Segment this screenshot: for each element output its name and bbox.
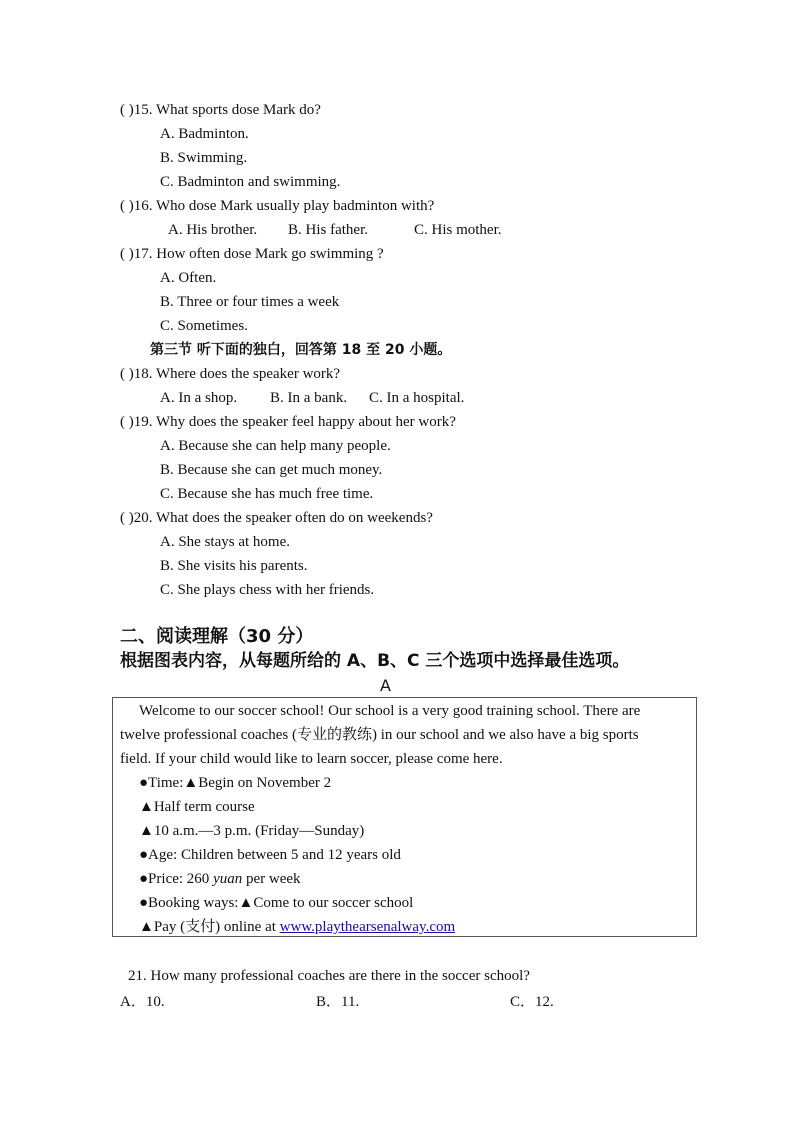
- ad-half-term: ▲Half term course: [139, 799, 255, 815]
- option-c: C. In a hospital.: [369, 390, 465, 406]
- option-a: A. Often.: [160, 270, 217, 286]
- answer-blank: ( ): [120, 414, 134, 430]
- option-b: B. Swimming.: [160, 150, 248, 166]
- question-17: [120, 244, 384, 264]
- pay-prefix: ▲Pay (支付) online at: [139, 919, 280, 935]
- passage-label: A: [380, 676, 391, 695]
- ad-hours: ▲10 a.m.—3 p.m. (Friday—Sunday): [139, 823, 365, 839]
- option-c: C．12.: [510, 994, 554, 1010]
- question-20: [120, 508, 433, 528]
- option-c: C. His mother.: [414, 222, 502, 238]
- answer-blank: ( ): [120, 198, 134, 214]
- ad-intro-line-2: twelve professional coaches (专业的教练) in our school and we also have a big sports: [120, 727, 639, 743]
- question-19: [120, 412, 456, 432]
- price-prefix: ●Price: 260: [139, 871, 214, 887]
- option-c: C. Sometimes.: [160, 318, 248, 334]
- price-unit: yuan: [213, 871, 243, 887]
- option-a: A. His brother.: [168, 222, 258, 238]
- pay-link[interactable]: www.playthearsenalway.com: [279, 919, 456, 935]
- option-c: C. Because she has much free time.: [160, 486, 374, 502]
- option-c: C. She plays chess with her friends.: [160, 582, 375, 598]
- option-c: C. Badminton and swimming.: [160, 174, 341, 190]
- option-b: B. Three or four times a week: [160, 294, 340, 310]
- option-b: B. Because she can get much money.: [160, 462, 383, 478]
- answer-blank: ( ): [120, 510, 134, 526]
- option-a: A. Badminton.: [160, 126, 249, 142]
- ad-intro-line-3: field. If your child would like to learn soccer, please come here.: [120, 751, 503, 767]
- section-instruction: 根据图表内容，从每题所给的 A、B、C 三个选项中选择最佳选项。: [120, 651, 630, 671]
- ad-age: ●Age: Children between 5 and 12 years old: [139, 847, 401, 863]
- question-21: 21. How many professional coaches are there in the soccer school?: [128, 968, 530, 984]
- answer-blank: ( ): [120, 102, 134, 118]
- option-a: A. Because she can help many people.: [160, 438, 391, 454]
- ad-pay: [139, 917, 455, 937]
- option-a: A．10.: [120, 994, 165, 1010]
- question-text: 20. What does the speaker often do on weekends?: [133, 510, 433, 526]
- question-text: 15. What sports dose Mark do?: [133, 102, 321, 118]
- section-3-heading: 第三节 听下面的独白，回答第 18 至 20 小题。: [150, 342, 452, 358]
- answer-blank: ( ): [120, 366, 134, 382]
- question-text: 17. How often dose Mark go swimming ?: [133, 246, 384, 262]
- option-b: B. His father.: [288, 222, 368, 238]
- question-15: [120, 100, 321, 120]
- option-a: A. She stays at home.: [160, 534, 290, 550]
- option-b: B. She visits his parents.: [160, 558, 308, 574]
- section-title: 二、阅读理解（30 分）: [120, 626, 314, 647]
- option-b: B. In a bank.: [270, 390, 348, 406]
- ad-price: [139, 869, 301, 889]
- price-suffix: per week: [242, 871, 301, 887]
- ad-time: ●Time:▲Begin on November 2: [139, 775, 332, 791]
- question-text: 16. Who dose Mark usually play badminton with?: [133, 198, 435, 214]
- option-a: A. In a shop.: [160, 390, 238, 406]
- question-text: 19. Why does the speaker feel happy about her work?: [133, 414, 456, 430]
- ad-booking: ●Booking ways:▲Come to our soccer school: [139, 895, 414, 911]
- question-18: [120, 364, 340, 384]
- question-16: [120, 196, 434, 216]
- answer-blank: ( ): [120, 246, 134, 262]
- ad-intro-line-1: Welcome to our soccer school! Our school is a very good training school. There are: [139, 703, 641, 719]
- option-b: B．11.: [316, 994, 360, 1010]
- question-text: 18. Where does the speaker work?: [133, 366, 341, 382]
